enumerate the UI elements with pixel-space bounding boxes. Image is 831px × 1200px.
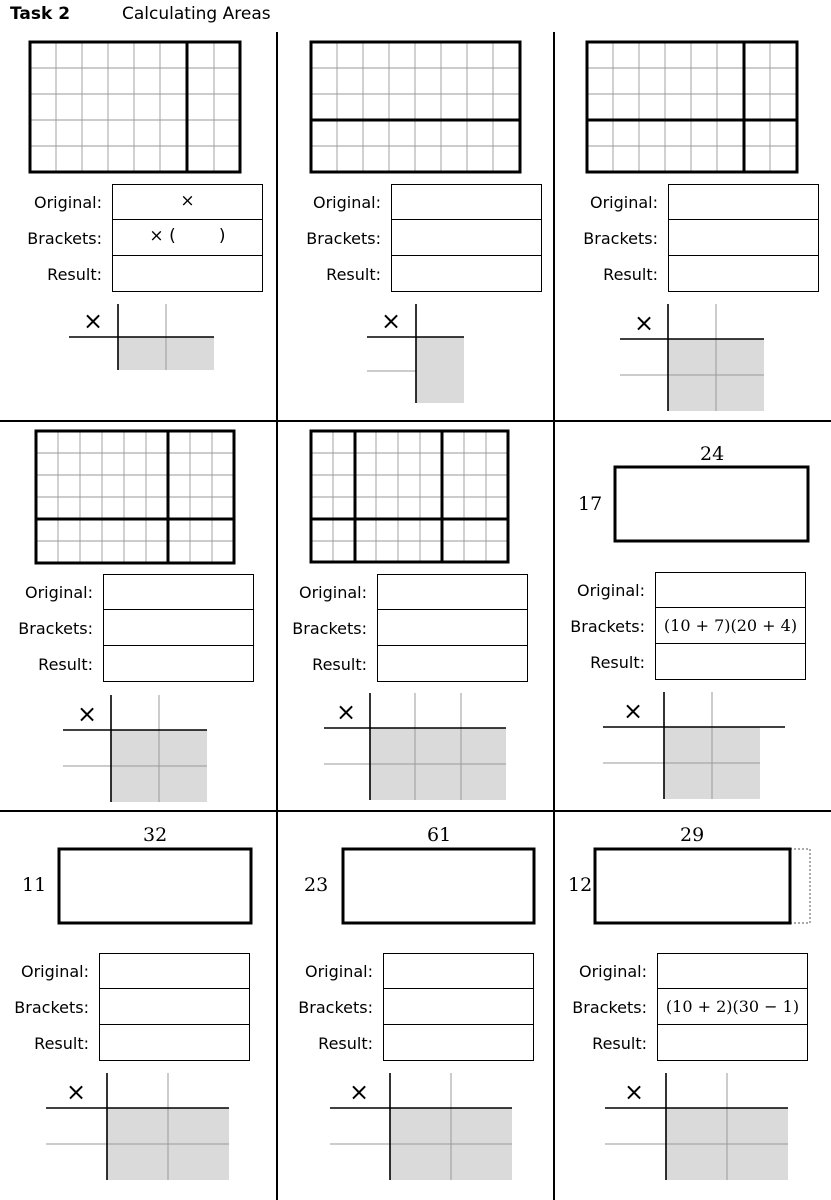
result-field[interactable]: [655, 644, 806, 680]
result-label: Result:: [34, 1034, 89, 1053]
brackets-field[interactable]: [99, 989, 250, 1025]
brackets-field[interactable]: [103, 610, 254, 646]
original-field[interactable]: [391, 184, 542, 220]
original-label: Original:: [25, 583, 93, 602]
original-field[interactable]: [668, 184, 819, 220]
width-label: 32: [143, 824, 168, 846]
original-field[interactable]: [657, 953, 808, 989]
subtracted-strip: [790, 849, 810, 923]
problem-cell: [0, 32, 276, 420]
times-symbol: ×: [624, 1078, 645, 1106]
height-label: 12: [568, 874, 593, 896]
times-symbol: ×: [634, 309, 655, 337]
result-field[interactable]: [657, 1025, 808, 1061]
height-label: 11: [22, 874, 47, 896]
times-symbol: ×: [77, 700, 98, 728]
original-label: Original:: [313, 193, 381, 212]
width-label: 29: [680, 824, 705, 846]
result-label: Result:: [38, 655, 93, 674]
original-label: Original:: [590, 193, 658, 212]
problem-cell: [277, 811, 553, 1200]
brackets-label: Brackets:: [298, 998, 373, 1017]
result-label: Result:: [590, 653, 645, 672]
width-label: 61: [427, 824, 452, 846]
times-symbol: ×: [623, 697, 644, 725]
result-field[interactable]: [112, 256, 263, 292]
problem-cell: [554, 421, 831, 810]
problem-cell: [0, 811, 276, 1200]
result-field[interactable]: [99, 1025, 250, 1061]
brackets-label: Brackets:: [570, 617, 645, 636]
brackets-label: Brackets:: [18, 619, 93, 638]
problem-cell: [0, 421, 276, 810]
original-field[interactable]: [99, 953, 250, 989]
result-label: Result:: [592, 1034, 647, 1053]
brackets-label: Brackets:: [306, 229, 381, 248]
brackets-field[interactable]: (10 + 2)(30 − 1): [657, 989, 808, 1025]
result-label: Result:: [318, 1034, 373, 1053]
brackets-field[interactable]: (10 + 7)(20 + 4): [655, 608, 806, 644]
times-symbol: ×: [66, 1078, 87, 1106]
problem-cell: [554, 32, 831, 420]
result-label: Result:: [47, 265, 102, 284]
task-label: Task 2: [10, 4, 71, 24]
times-symbol: ×: [83, 307, 104, 335]
original-field[interactable]: [383, 953, 534, 989]
width-label: 24: [700, 443, 725, 465]
original-label: Original:: [299, 583, 367, 602]
brackets-label: Brackets:: [572, 998, 647, 1017]
original-field[interactable]: [103, 574, 254, 610]
original-label: Original:: [577, 581, 645, 600]
result-field[interactable]: [391, 256, 542, 292]
brackets-field[interactable]: [377, 610, 528, 646]
original-field[interactable]: [655, 572, 806, 608]
problem-cell: [277, 421, 553, 810]
times-symbol: ×: [336, 698, 357, 726]
brackets-label: Brackets:: [14, 998, 89, 1017]
brackets-field[interactable]: × ( ): [112, 220, 263, 256]
result-field[interactable]: [383, 1025, 534, 1061]
result-field[interactable]: [103, 646, 254, 682]
brackets-label: Brackets:: [583, 229, 658, 248]
original-label: Original:: [305, 962, 373, 981]
height-label: 23: [304, 874, 329, 896]
result-field[interactable]: [668, 256, 819, 292]
height-label: 17: [578, 493, 603, 515]
brackets-field[interactable]: [391, 220, 542, 256]
result-label: Result:: [312, 655, 367, 674]
times-symbol: ×: [381, 307, 402, 335]
brackets-label: Brackets:: [27, 229, 102, 248]
original-label: Original:: [34, 193, 102, 212]
original-field[interactable]: ×: [112, 184, 263, 220]
original-label: Original:: [21, 962, 89, 981]
result-label: Result:: [326, 265, 381, 284]
result-field[interactable]: [377, 646, 528, 682]
problem-cell: [277, 32, 553, 420]
result-label: Result:: [603, 265, 658, 284]
brackets-label: Brackets:: [292, 619, 367, 638]
page-title: Calculating Areas: [122, 4, 271, 24]
brackets-field[interactable]: [383, 989, 534, 1025]
brackets-field[interactable]: [668, 220, 819, 256]
times-symbol: ×: [349, 1078, 370, 1106]
original-label: Original:: [579, 962, 647, 981]
original-field[interactable]: [377, 574, 528, 610]
problem-cell: [554, 811, 831, 1200]
